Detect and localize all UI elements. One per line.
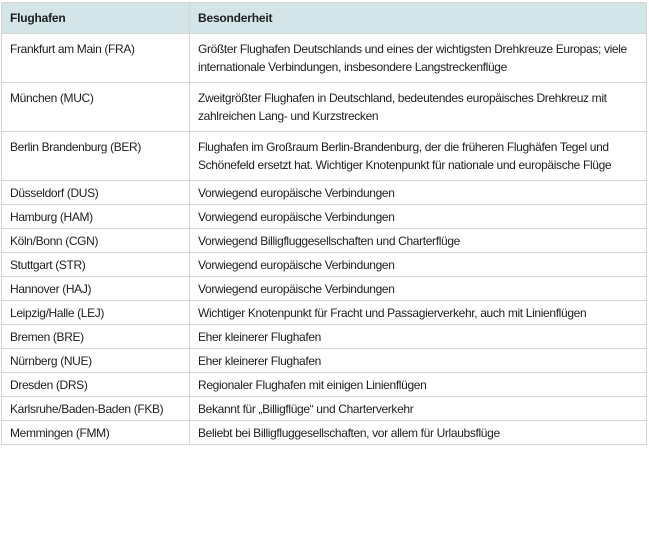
airport-cell: Memmingen (FMM) — [2, 421, 190, 445]
table-header-row — [2, 3, 647, 34]
airport-cell: Frankfurt am Main (FRA) — [2, 34, 190, 83]
airport-cell: Düsseldorf (DUS) — [2, 181, 190, 205]
table-row — [2, 34, 647, 83]
note-cell: Flughafen im Großraum Berlin-Brandenburg, der die früheren Flughäfen Tegel und Schönefeld ersetzt hat. Wichtiger Knotenpunkt für nationale und europäische Flüge — [190, 132, 647, 181]
table-row — [2, 83, 647, 132]
airport-cell: Dresden (DRS) — [2, 373, 190, 397]
table-row — [2, 181, 647, 205]
airport-cell: München (MUC) — [2, 83, 190, 132]
note-cell: Vorwiegend Billigfluggesellschaften und Charterflüge — [190, 229, 647, 253]
note-cell: Zweitgrößter Flughafen in Deutschland, bedeutendes europäisches Drehkreuz mit zahlreichen Lang- und Kurzstrecken — [190, 83, 647, 132]
airport-cell: Karlsruhe/Baden-Baden (FKB) — [2, 397, 190, 421]
table-row — [2, 132, 647, 181]
airport-cell: Berlin Brandenburg (BER) — [2, 132, 190, 181]
airport-cell: Stuttgart (STR) — [2, 253, 190, 277]
table-row — [2, 421, 647, 445]
note-cell: Vorwiegend europäische Verbindungen — [190, 253, 647, 277]
table-row — [2, 205, 647, 229]
note-cell: Eher kleinerer Flughafen — [190, 349, 647, 373]
note-cell: Vorwiegend europäische Verbindungen — [190, 277, 647, 301]
table-body — [2, 34, 647, 445]
table-row — [2, 229, 647, 253]
table-row — [2, 277, 647, 301]
note-cell: Eher kleinerer Flughafen — [190, 325, 647, 349]
note-cell: Bekannt für „Billigflüge“ und Charterverkehr — [190, 397, 647, 421]
airport-cell: Hamburg (HAM) — [2, 205, 190, 229]
airport-cell: Nürnberg (NUE) — [2, 349, 190, 373]
note-cell: Wichtiger Knotenpunkt für Fracht und Passagierverkehr, auch mit Linienflügen — [190, 301, 647, 325]
airport-cell: Leipzig/Halle (LEJ) — [2, 301, 190, 325]
airport-cell: Köln/Bonn (CGN) — [2, 229, 190, 253]
note-cell: Beliebt bei Billigfluggesellschaften, vor allem für Urlaubsflüge — [190, 421, 647, 445]
table-row — [2, 325, 647, 349]
note-cell: Größter Flughafen Deutschlands und eines der wichtigsten Drehkreuze Europas; viele internationale Verbindungen, insbesondere Langstreckenflüge — [190, 34, 647, 83]
note-cell: Vorwiegend europäische Verbindungen — [190, 181, 647, 205]
column-header-note: Besonderheit — [190, 3, 647, 34]
note-cell: Vorwiegend europäische Verbindungen — [190, 205, 647, 229]
table-row — [2, 301, 647, 325]
table-row — [2, 253, 647, 277]
note-cell: Regionaler Flughafen mit einigen Linienflügen — [190, 373, 647, 397]
table-row — [2, 349, 647, 373]
airport-cell: Hannover (HAJ) — [2, 277, 190, 301]
table-row — [2, 373, 647, 397]
airport-cell: Bremen (BRE) — [2, 325, 190, 349]
column-header-airport: Flughafen — [2, 3, 190, 34]
table-row — [2, 397, 647, 421]
airports-table — [1, 2, 647, 445]
